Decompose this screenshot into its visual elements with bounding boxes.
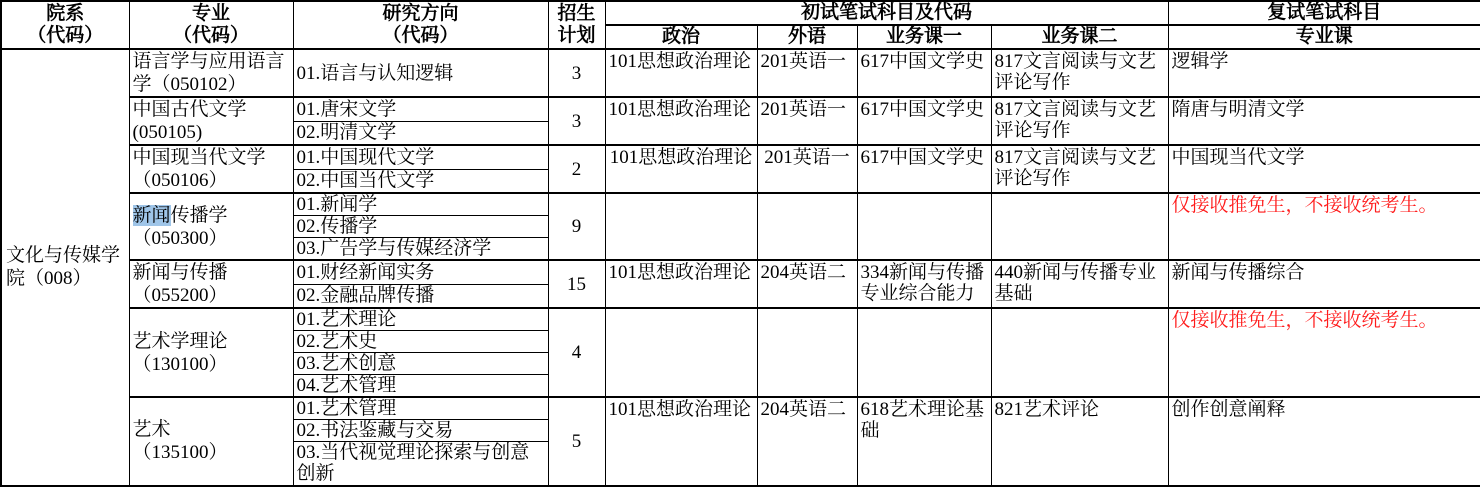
retest-cell: 创作创意阐释 [1168, 397, 1480, 486]
direction-cell: 01.中国现代文学 [293, 145, 548, 169]
politics-cell: 101思想政治理论 [605, 145, 757, 193]
retest-cell: 中国现当代文学 [1168, 145, 1480, 193]
politics-cell: 101思想政治理论 [605, 397, 757, 486]
business1-cell: 617中国文学史 [857, 145, 991, 193]
table-row [1, 145, 1480, 169]
table-row [1, 193, 1480, 216]
direction-cell: 03.当代视觉理论探索与创意创新 [293, 442, 548, 486]
retest-cell: 逻辑学 [1168, 49, 1480, 97]
business1-cell [857, 193, 991, 260]
business1-cell: 618艺术理论基础 [857, 397, 991, 486]
direction-cell: 02.金融品牌传播 [293, 284, 548, 308]
table-row [1, 97, 1480, 121]
direction-cell: 04.艺术管理 [293, 375, 548, 398]
business2-cell: 821艺术评论 [991, 397, 1168, 486]
direction-cell: 01.唐宋文学 [293, 97, 548, 121]
header-initial-exam-group: 初试笔试科目及代码 [605, 1, 1168, 25]
major-cell: 中国现当代文学 （050106） [129, 145, 293, 193]
major-cell: 艺术 （135100） [129, 397, 293, 486]
major-cell: 艺术学理论 （130100） [129, 308, 293, 397]
major-cell: 新闻与传播 （055200） [129, 260, 293, 308]
direction-cell: 02.明清文学 [293, 121, 548, 145]
business2-cell: 817文言阅读与文艺评论写作 [991, 49, 1168, 97]
retest-cell: 新闻与传播综合 [1168, 260, 1480, 308]
business2-cell: 817文言阅读与文艺评论写作 [991, 145, 1168, 193]
direction-cell: 01.艺术理论 [293, 308, 548, 331]
major-cell: 语言学与应用语言 学（050102） [129, 49, 293, 97]
plan-cell: 5 [548, 397, 605, 486]
retest-note: 仅接收推免生，不接收统考生。 [1168, 308, 1480, 397]
business2-cell [991, 308, 1168, 397]
foreign-cell: 201英语一 [757, 49, 857, 97]
business1-cell: 334新闻与传播专业综合能力 [857, 260, 991, 308]
politics-cell: 101思想政治理论 [605, 260, 757, 308]
politics-cell [605, 308, 757, 397]
direction-cell: 01.语言与认知逻辑 [293, 49, 548, 97]
foreign-cell: 201英语一 [757, 97, 857, 145]
table-row [1, 397, 1480, 420]
header-retest-group: 复试笔试科目 [1168, 1, 1480, 25]
header-professional: 专业课 [1168, 25, 1480, 49]
business2-cell [991, 193, 1168, 260]
header-business1: 业务课一 [857, 25, 991, 49]
major-cell: 中国古代文学 (050105) [129, 97, 293, 145]
politics-cell: 101思想政治理论 [605, 49, 757, 97]
foreign-cell [757, 308, 857, 397]
direction-cell: 01.艺术管理 [293, 397, 548, 420]
direction-cell: 01.财经新闻实务 [293, 260, 548, 284]
header-foreign: 外语 [757, 25, 857, 49]
header-plan: 招生 计划 [548, 1, 605, 49]
foreign-cell: 201英语一 [757, 145, 857, 193]
politics-cell [605, 193, 757, 260]
plan-cell: 3 [548, 97, 605, 145]
header-direction: 研究方向 （代码） [293, 1, 548, 49]
table-row [1, 260, 1480, 284]
foreign-cell: 204英语二 [757, 397, 857, 486]
direction-cell: 03.艺术创意 [293, 353, 548, 375]
direction-cell: 01.新闻学 [293, 193, 548, 216]
retest-cell: 隋唐与明清文学 [1168, 97, 1480, 145]
foreign-cell [757, 193, 857, 260]
business1-cell: 617中国文学史 [857, 49, 991, 97]
business1-cell: 617中国文学史 [857, 97, 991, 145]
direction-cell: 03.广告学与传媒经济学 [293, 238, 548, 261]
header-department: 院系 （代码） [1, 1, 129, 49]
header-major: 专业 （代码） [129, 1, 293, 49]
major-cell: 新闻传播学 （050300） [129, 193, 293, 260]
table-row [1, 49, 1480, 97]
table-row [1, 308, 1480, 331]
plan-cell: 15 [548, 260, 605, 308]
department-cell: 文化与传媒学院（008） [1, 49, 129, 486]
direction-cell: 02.书法鉴藏与交易 [293, 420, 548, 442]
business1-cell [857, 308, 991, 397]
foreign-cell: 204英语二 [757, 260, 857, 308]
retest-note: 仅接收推免生，不接收统考生。 [1168, 193, 1480, 260]
direction-cell: 02.传播学 [293, 216, 548, 238]
plan-cell: 9 [548, 193, 605, 260]
header-politics: 政治 [605, 25, 757, 49]
business2-cell: 817文言阅读与文艺评论写作 [991, 97, 1168, 145]
direction-cell: 02.中国当代文学 [293, 169, 548, 193]
business2-cell: 440新闻与传播专业基础 [991, 260, 1168, 308]
header-business2: 业务课二 [991, 25, 1168, 49]
direction-cell: 02.艺术史 [293, 331, 548, 353]
plan-cell: 3 [548, 49, 605, 97]
plan-cell: 4 [548, 308, 605, 397]
selected-text-highlight: 新闻 [132, 204, 171, 226]
plan-cell: 2 [548, 145, 605, 193]
politics-cell: 101思想政治理论 [605, 97, 757, 145]
